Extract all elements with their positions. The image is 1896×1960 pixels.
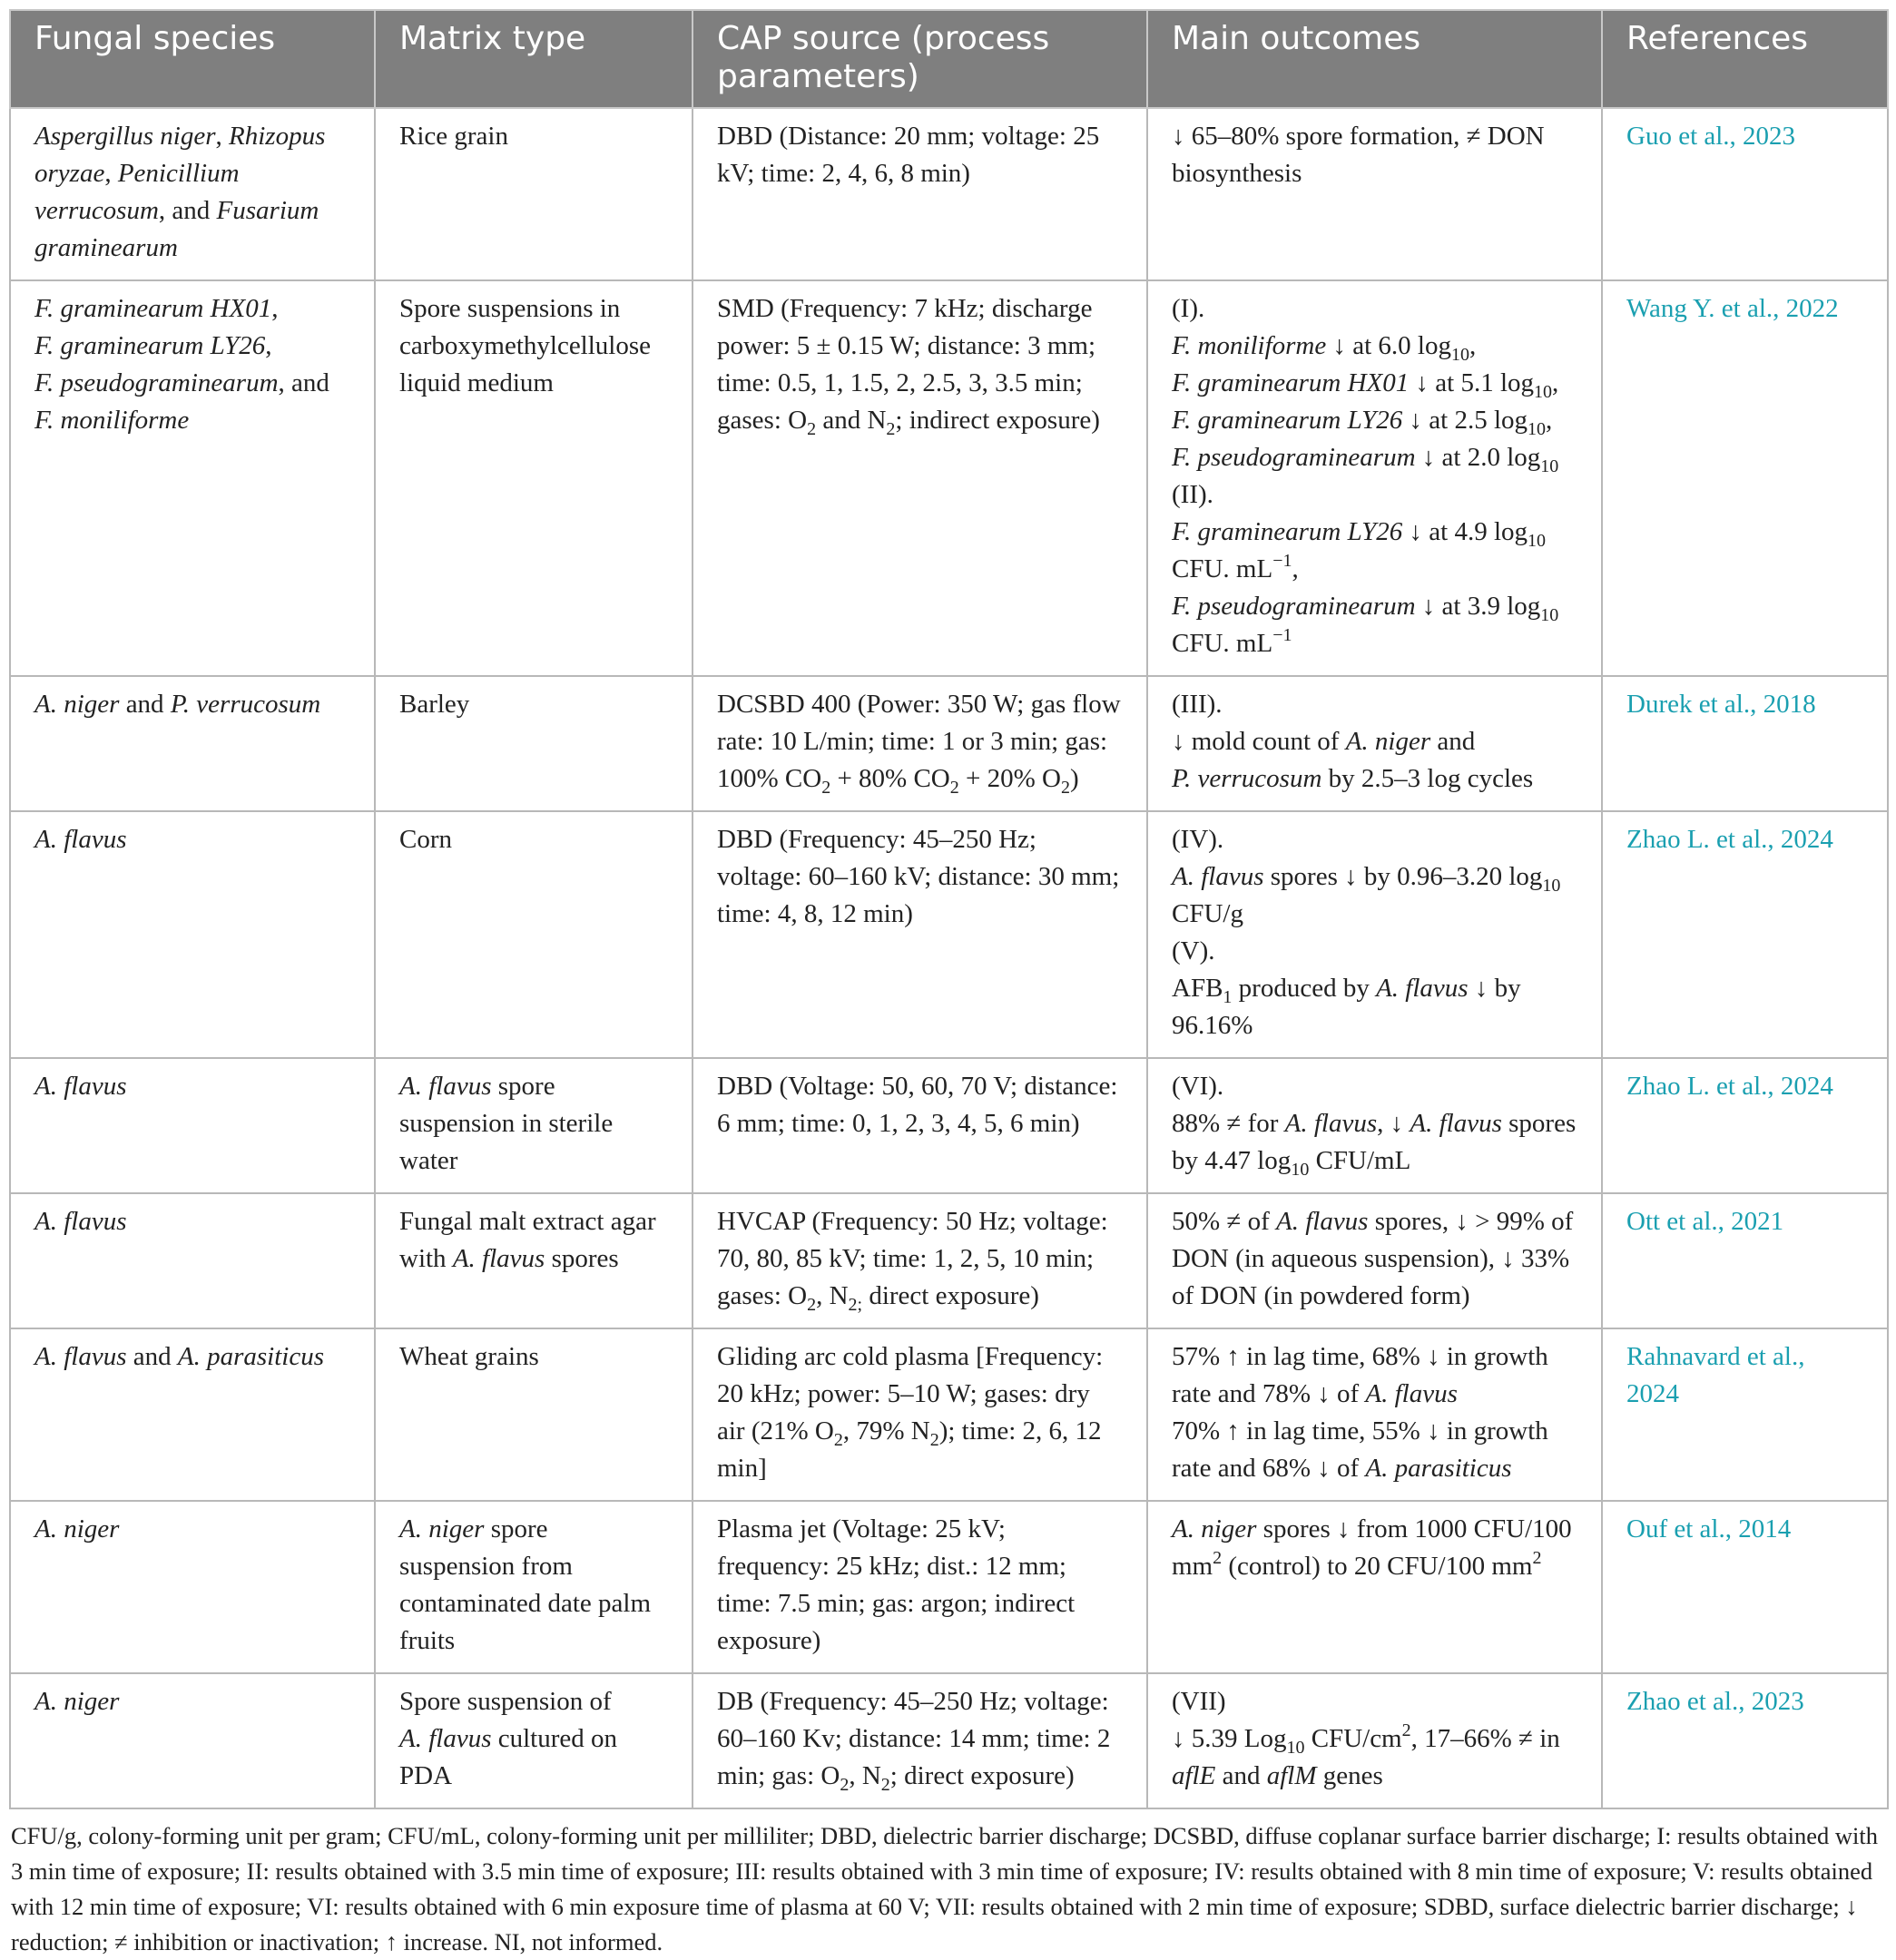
cell-fungal-species: F. graminearum HX01, F. graminearum LY26, F. pseudograminearum, and F. moniliforme [10, 280, 375, 676]
cell-matrix-type: Spore suspension of A. flavus cultured on PDA [375, 1673, 693, 1808]
table-row [10, 1058, 1888, 1193]
header-main-outcomes: Main outcomes [1147, 10, 1602, 108]
cell-matrix-type: A. flavus spore suspension in sterile water [375, 1058, 693, 1193]
cell-main-outcomes: (VII) ↓ 5.39 Log$_{10}$ CFU/$cm^2$, 17–66% ≠ in aflE and aflM genes [1147, 1673, 1602, 1808]
cell-cap-source: DCSBD 400 (Power: 350 W; gas flow rate: 10 L/min; time: 1 or 3 min; gas: 100% $CO_2 + 80\%$ $CO_2 + 20\%$ $O_2$) [693, 676, 1147, 811]
cell-main-outcomes: (III). ↓ mold count of A. niger and P. verrucosum by 2.5–3 log cycles [1147, 676, 1602, 811]
cell-main-outcomes: (VI). 88% ≠ for A. flavus, ↓ A. flavus spores by 4.47 $\log_{10} CFU/mL$ [1147, 1058, 1602, 1193]
cell-fungal-species: A. niger [10, 1501, 375, 1673]
cell-reference-link[interactable]: Wang Y. et al., 2022 [1602, 280, 1888, 676]
cell-fungal-species: A. niger and P. verrucosum [10, 676, 375, 811]
cell-matrix-type: Spore suspensions in carboxymethylcellulose liquid medium [375, 280, 693, 676]
cell-cap-source: DB (Frequency: 45–250 Hz; voltage: 60–160 Kv; distance: 14 mm; time: 2 min; gas: $O_2$, $N_2$; direct exposure) [693, 1673, 1147, 1808]
cell-matrix-type: Rice grain [375, 108, 693, 280]
header-cap-source: CAP source (process parameters) [693, 10, 1147, 108]
header-fungal-species: Fungal species [10, 10, 375, 108]
cell-matrix-type: Corn [375, 811, 693, 1058]
cell-reference-link[interactable]: Zhao et al., 2023 [1602, 1673, 1888, 1808]
cell-matrix-type: Wheat grains [375, 1328, 693, 1501]
table-row [10, 1673, 1888, 1808]
header-matrix-type: Matrix type [375, 10, 693, 108]
cell-fungal-species: A. flavus and A. parasiticus [10, 1328, 375, 1501]
table-row [10, 108, 1888, 280]
cell-reference-link[interactable]: Guo et al., 2023 [1602, 108, 1888, 280]
cell-main-outcomes: (IV). A. flavus spores ↓ by 0.96–3.20 $\log_{10}$ CFU/g (V). $AFB_1$ produced by A. flavus ↓ by 96.16% [1147, 811, 1602, 1058]
cell-fungal-species: A. niger [10, 1673, 375, 1808]
cell-reference-link[interactable]: Ott et al., 2021 [1602, 1193, 1888, 1328]
table-row [10, 1501, 1888, 1673]
table-row [10, 811, 1888, 1058]
cell-main-outcomes: A. niger spores ↓ from 1000 CFU/100 $mm^2$ (control) to 20 CFU/100 $mm^2$ [1147, 1501, 1602, 1673]
cell-matrix-type: A. niger spore suspension from contaminated date palm fruits [375, 1501, 693, 1673]
table-row [10, 1193, 1888, 1328]
cell-matrix-type: Barley [375, 676, 693, 811]
header-references: References [1602, 10, 1888, 108]
cell-reference-link[interactable]: Rahnavard et al., 2024 [1602, 1328, 1888, 1501]
cell-main-outcomes: ↓ 65–80% spore formation, ≠ DON biosynthesis [1147, 108, 1602, 280]
cell-cap-source: Gliding arc cold plasma [Frequency: 20 kHz; power: 5–10 W; gases: dry air (21% $O_2$, 79% $N_2$); time: 2, 6, 12 min] [693, 1328, 1147, 1501]
cell-cap-source: HVCAP (Frequency: 50 Hz; voltage: 70, 80, 85 kV; time: 1, 2, 5, 10 min; gases: $O_2$, $N_{2;}$ direct exposure) [693, 1193, 1147, 1328]
cell-cap-source: DBD (Frequency: 45–250 Hz; voltage: 60–160 kV; distance: 30 mm; time: 4, 8, 12 min) [693, 811, 1147, 1058]
cell-matrix-type: Fungal malt extract agar with A. flavus spores [375, 1193, 693, 1328]
header-row [10, 10, 1888, 108]
cell-cap-source: DBD (Voltage: 50, 60, 70 V; distance: 6 mm; time: 0, 1, 2, 3, 4, 5, 6 min) [693, 1058, 1147, 1193]
table-row [10, 676, 1888, 811]
cell-reference-link[interactable]: Ouf et al., 2014 [1602, 1501, 1888, 1673]
cell-fungal-species: A. flavus [10, 1193, 375, 1328]
cell-cap-source: DBD (Distance: 20 mm; voltage: 25 kV; time: 2, 4, 6, 8 min) [693, 108, 1147, 280]
cell-main-outcomes: 50% ≠ of A. flavus spores, ↓ > 99% of DON (in aqueous suspension), ↓ 33% of DON (in powdered form) [1147, 1193, 1602, 1328]
cell-fungal-species: A. flavus [10, 1058, 375, 1193]
cell-reference-link[interactable]: Zhao L. et al., 2024 [1602, 811, 1888, 1058]
table-container [9, 9, 1887, 1960]
table-row [10, 1328, 1888, 1501]
table-body [10, 108, 1888, 1808]
cell-reference-link[interactable]: Durek et al., 2018 [1602, 676, 1888, 811]
cell-cap-source: Plasma jet (Voltage: 25 kV; frequency: 25 kHz; dist.: 12 mm; time: 7.5 min; gas: argon; indirect exposure) [693, 1501, 1147, 1673]
cell-reference-link[interactable]: Zhao L. et al., 2024 [1602, 1058, 1888, 1193]
cell-main-outcomes: (I). F. moniliforme ↓ at 6.0 $\log_{10}$, F. graminearum HX01 ↓ at 5.1 $\log_{10}$, F. graminearum LY26 ↓ at 2.5 $\log_{10}$, F. pseudograminearum ↓ at 2.0 $\log_{10}$ (II). F. graminearum LY26 ↓ at 4.9 $\log_{10}$ CFU. $mL^{-1}$, F. pseudograminearum ↓ at 3.9 $\log_{10}$ CFU. $mL^{-1}$ [1147, 280, 1602, 676]
cell-fungal-species: Aspergillus niger, Rhizopus oryzae, Penicillium verrucosum, and Fusarium graminearum [10, 108, 375, 280]
table-row [10, 280, 1888, 676]
table-header [10, 10, 1888, 108]
cell-main-outcomes: 57% ↑ in lag time, 68% ↓ in growth rate and 78% ↓ of A. flavus 70% ↑ in lag time, 55% ↓ in growth rate and 68% ↓ of A. parasiticus [1147, 1328, 1602, 1501]
cell-fungal-species: A. flavus [10, 811, 375, 1058]
data-table [9, 9, 1889, 1809]
table-footnote: CFU/g, colony-forming unit per gram; CFU/mL, colony-forming unit per milliliter; DBD, dielectric barrier discharge; DCSBD, diffuse coplanar surface barrier discharge; I: results obtained with 3 min time of exposure; II: results obtained with 3.5 min time of exposure; III: results obtained with 3 min time of exposure; IV: results obtained with 8 min time of exposure; V: results obtained with 12 min time of exposure; VI: results obtained with 6 min exposure time of plasma at 60 V; VII: results obtained with 2 min time of exposure; SDBD, surface dielectric barrier discharge; ↓ reduction; ≠ inhibition or inactivation; ↑ increase. NI, not informed. [11, 1822, 1878, 1955]
cell-cap-source: SMD (Frequency: 7 kHz; discharge power: 5 ± 0.15 W; distance: 3 mm; time: 0.5, 1, 1.5, 2, 2.5, 3, 3.5 min; gases: $O_2$ and $N_2$; indirect exposure) [693, 280, 1147, 676]
